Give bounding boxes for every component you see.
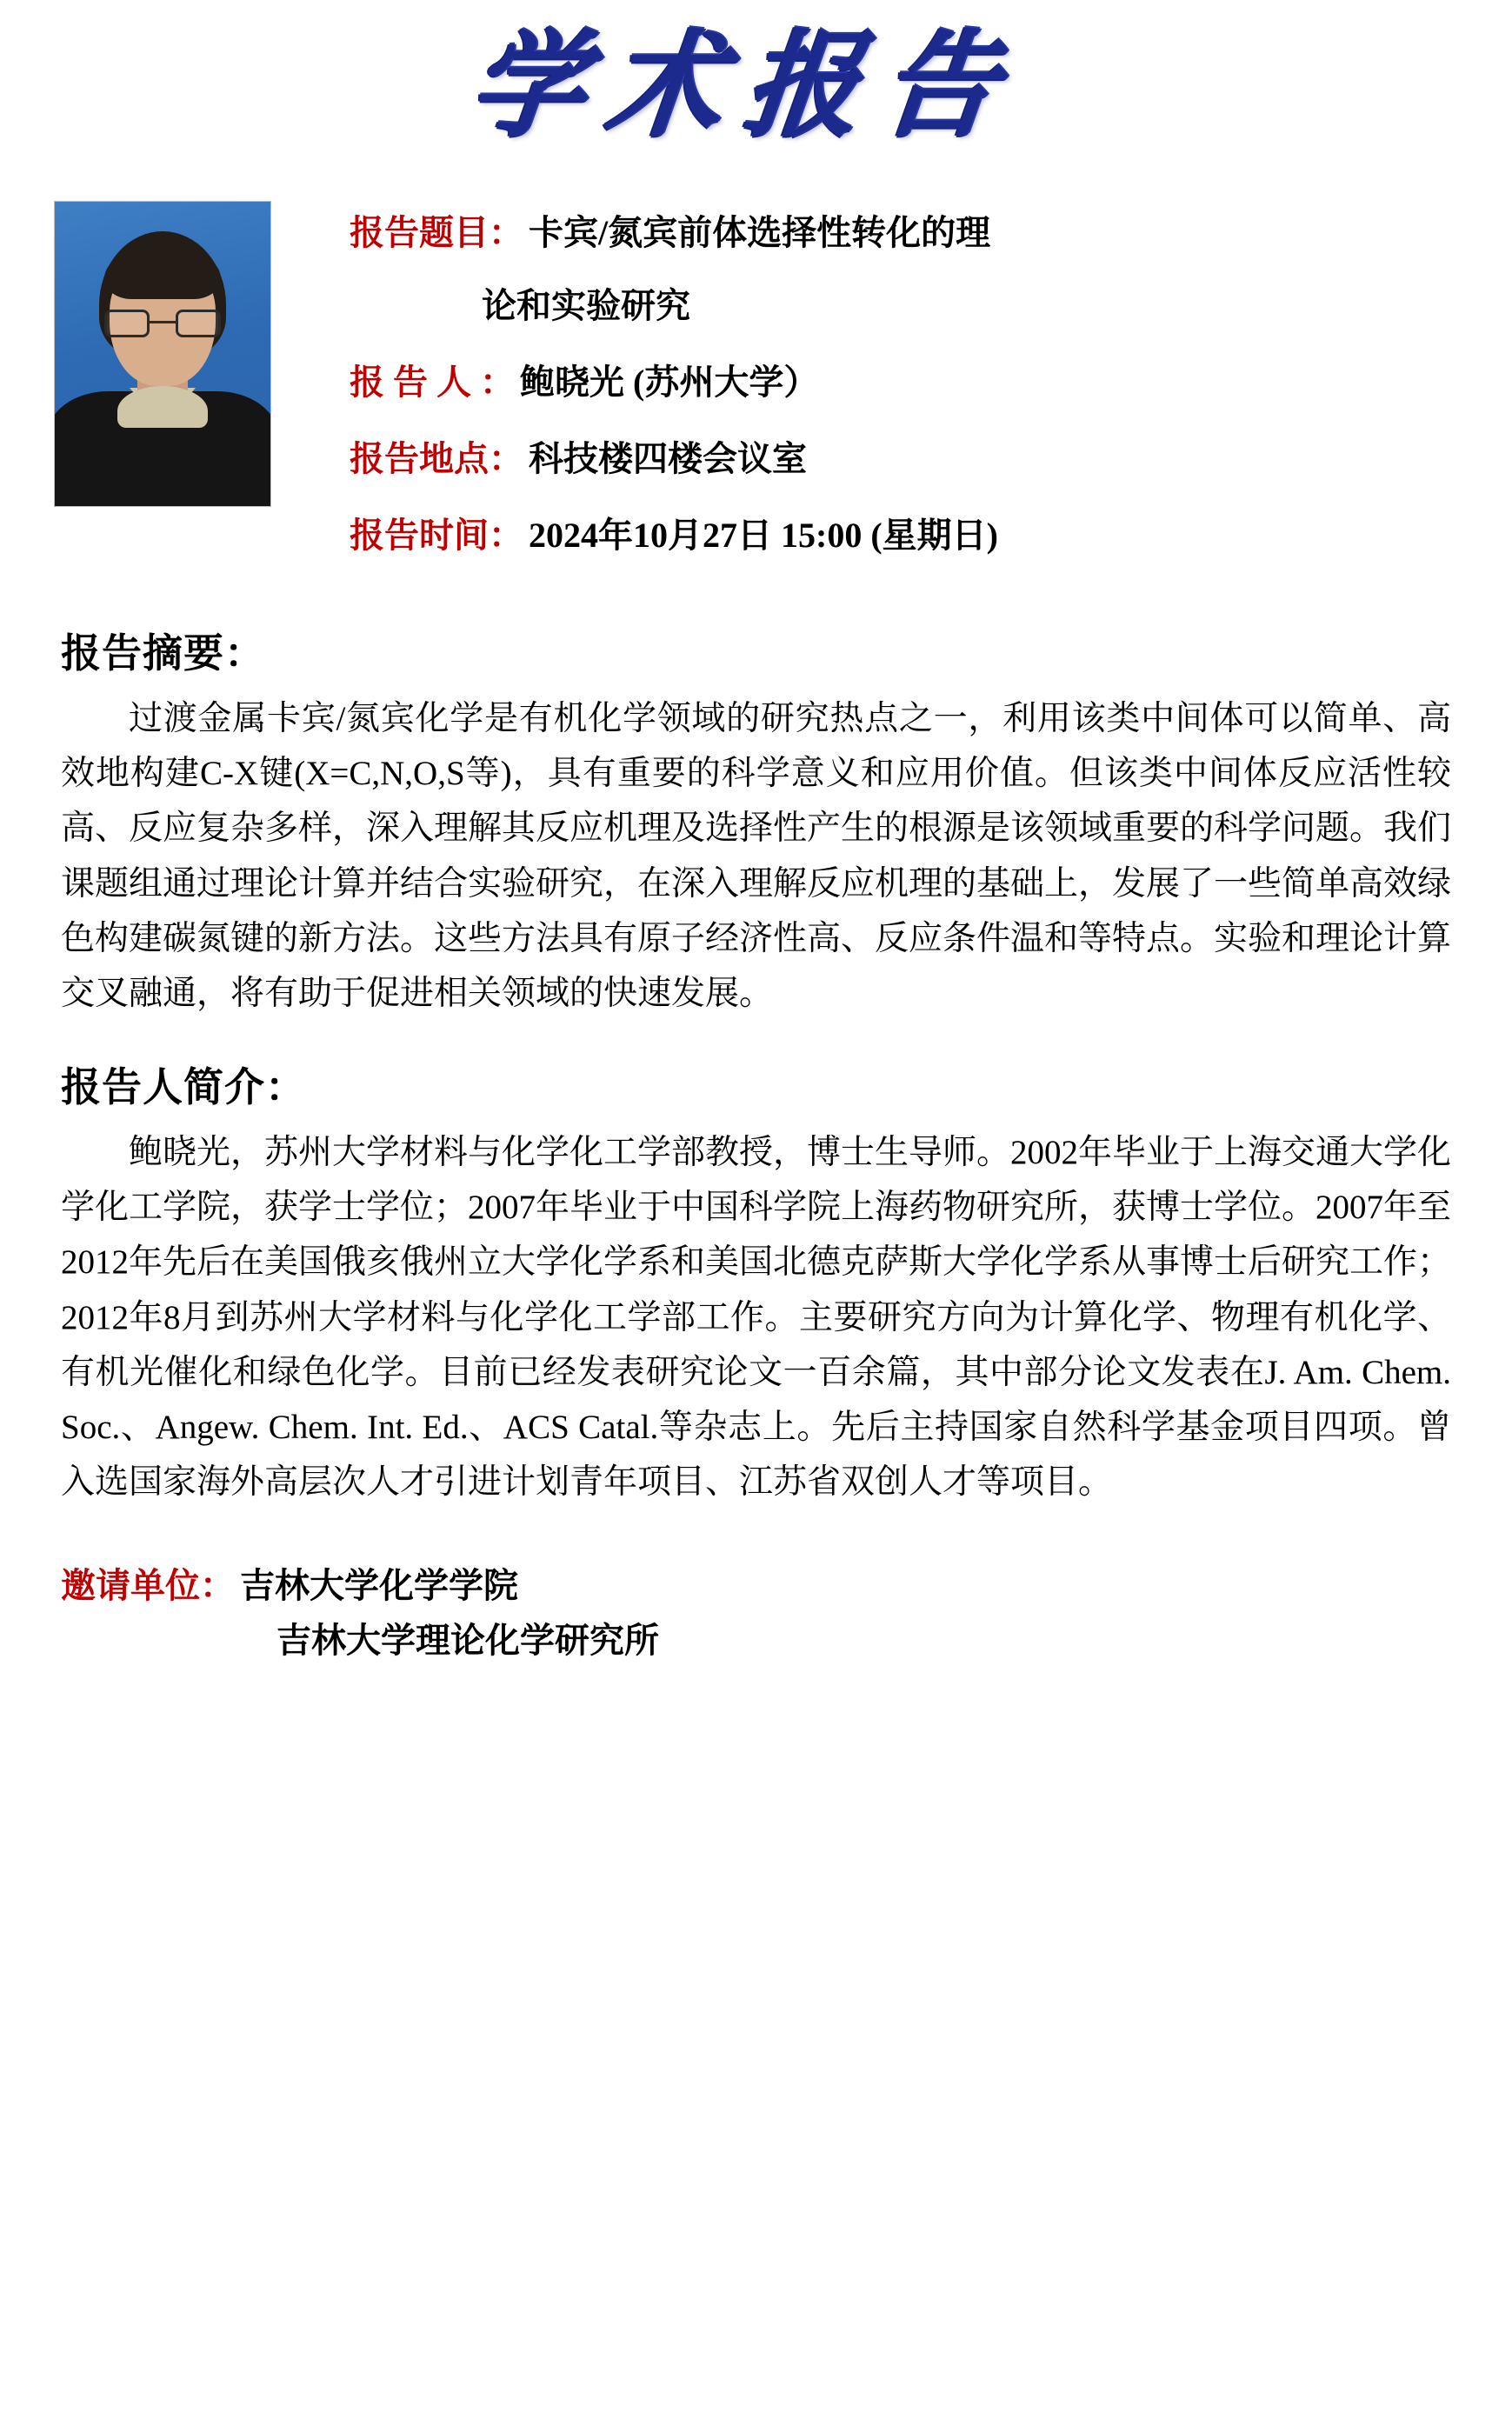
header-section bbox=[61, 201, 1451, 587]
biography-title: 报告人简介： bbox=[61, 1065, 306, 1110]
talk-topic-value: 卡宾/氮宾前体选择性转化的理 bbox=[529, 213, 991, 253]
abstract-section bbox=[61, 622, 1451, 1021]
glasses-bridge bbox=[150, 321, 176, 323]
talk-time-label: 报告时间： bbox=[350, 516, 523, 556]
inviter-row bbox=[61, 1558, 1451, 1608]
footer-section bbox=[61, 1558, 1451, 1697]
talk-topic-row bbox=[350, 208, 1451, 258]
talk-time-value: 2024年10月27日 15:00 (星期日) bbox=[529, 516, 998, 556]
talk-venue-value: 科技楼四楼会议室 bbox=[529, 439, 807, 479]
abstract-body: 过渡金属卡宾/氮宾化学是有机化学领域的研究热点之一，利用该类中间体可以简单、高效地构建C-X键(X=C,N,O,S等)，具有重要的科学意义和应用价值。但该类中间体反应活性较高、反应复杂多样，深入理解其反应机理及选择性产生的根源是该领域重要的科学问题。我们课题组通过理论计算并结合实验研究，在深入理解反应机理的基础上，发展了一些简单高效绿色构建碳氮键的新方法。这些方法具有原子经济性高、反应条件温和等特点。实验和理论计算交叉融通，将有助于促进相关领域的快速发展。 bbox=[61, 700, 1452, 1012]
banner-title: 学术报告 bbox=[463, 18, 1027, 153]
talk-speaker-row bbox=[350, 357, 1451, 408]
talk-topic-label: 报告题目： bbox=[350, 213, 523, 253]
speaker-photo-wrap bbox=[54, 201, 271, 507]
biography-body: 鲍晓光，苏州大学材料与化学化工学部教授，博士生导师。2002年毕业于上海交通大学化学化工学院，获学士学位；2007年毕业于中国科学院上海药物研究所，获博士学位。2007年至2012年先后在美国俄亥俄州立大学化学系和美国北德克萨斯大学化学系从事博士后研究工作；2012年8月到苏州大学材料与化学化工学部工作。主要研究方向为计算化学、物理有机化学、有机光催化和绿色化学。目前已经发表研究论文一百余篇，其中部分论文发表在J. Am. Chem. Soc.、Angew. Chem. Int. Ed.、ACS Catal.等杂志上。先后主持国家自然科学基金项目四项。曾入选国家海外高层次人才引进计划青年项目、江苏省双创人才等项目。 bbox=[61, 1134, 1452, 1502]
glasses-left-lens bbox=[104, 310, 150, 337]
talk-time-row bbox=[350, 510, 1451, 561]
banner bbox=[61, 0, 1451, 164]
glasses-right-lens bbox=[176, 310, 221, 337]
speaker-photo bbox=[54, 201, 271, 507]
talk-speaker-label: 报 告 人 ： bbox=[350, 363, 515, 403]
glasses-icon bbox=[104, 310, 221, 339]
inviter-value: 吉林大学化学学院 bbox=[240, 1566, 518, 1606]
talk-info bbox=[271, 201, 1451, 587]
biography-section bbox=[61, 1056, 1451, 1509]
talk-speaker-value: 鲍晓光 (苏州大学） bbox=[520, 363, 819, 403]
talk-venue-row bbox=[350, 434, 1451, 484]
inviter-value-secondary: 吉林大学理论化学研究所 bbox=[276, 1621, 659, 1661]
abstract-title: 报告摘要： bbox=[61, 631, 265, 676]
talk-venue-label: 报告地点： bbox=[350, 439, 523, 479]
inviter-label: 邀请单位： bbox=[61, 1566, 235, 1606]
talk-topic-value-line2: 论和实验研究 bbox=[482, 286, 690, 326]
portrait-fringe bbox=[104, 249, 221, 299]
